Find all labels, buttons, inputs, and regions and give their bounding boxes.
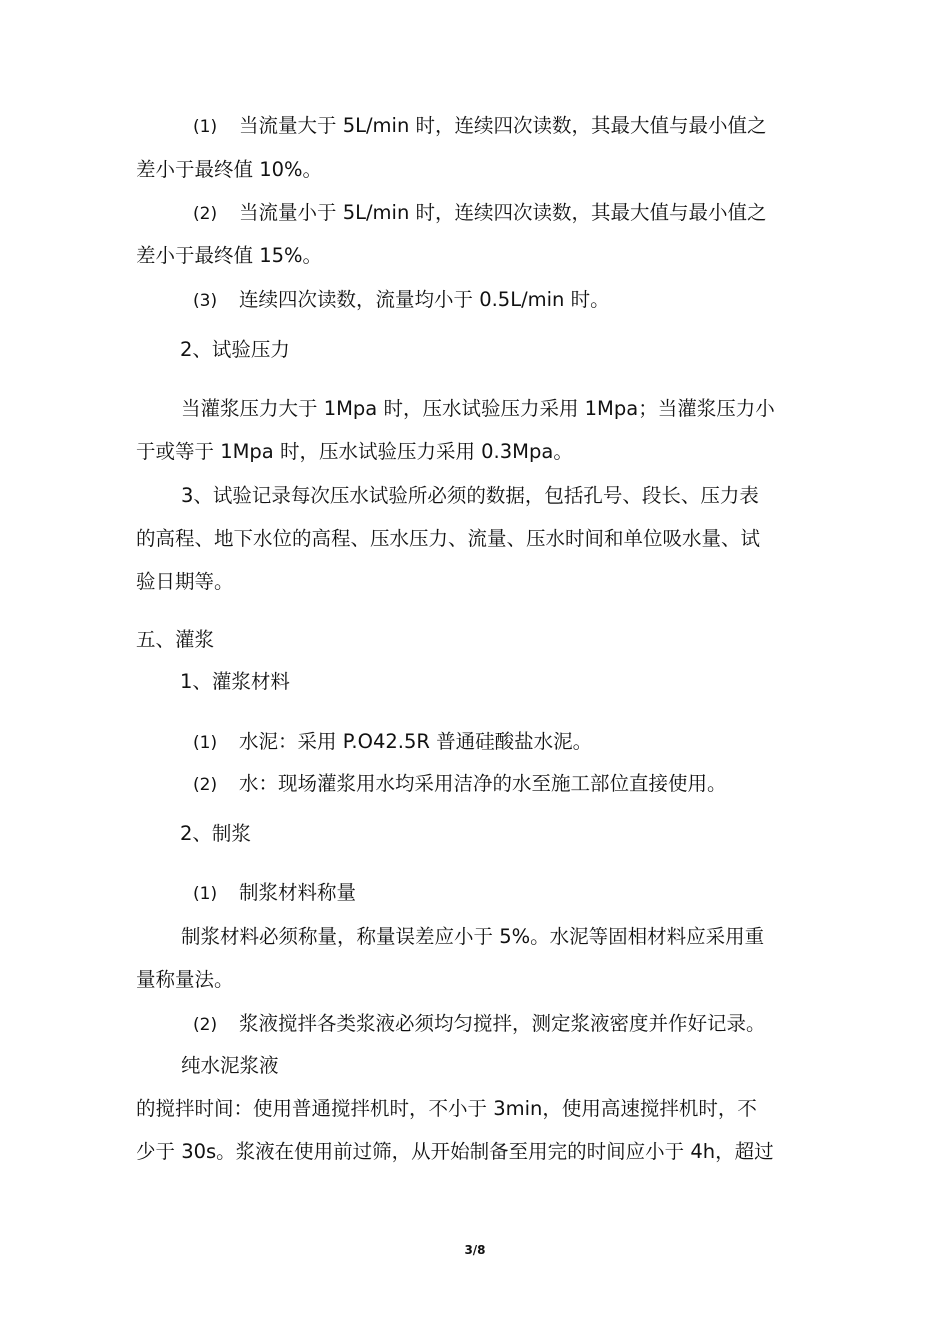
para-2-line-1 <box>193 200 767 227</box>
list-marker: (3) <box>193 291 218 311</box>
section-heading-grouting: 五、灌浆 <box>136 628 215 651</box>
page-number: 3/8 <box>464 1243 486 1257</box>
para-records-line-2: 的高程、地下水位的高程、压水压力、流量、压水时间和单位吸水量、试 <box>136 527 761 550</box>
para-records-line-3: 验日期等。 <box>136 570 234 593</box>
line-text: 连续四次读数，流量均小于 0.5L/min 时。 <box>239 288 610 311</box>
subheading-grouting-materials: 1、灌浆材料 <box>180 670 290 693</box>
para-mixing-time-line-2: 少于 30s。浆液在使用前过筛，从开始制备至用完的时间应小于 4h，超过 <box>136 1140 774 1163</box>
list-marker: (1) <box>193 884 218 904</box>
list-marker: (1) <box>193 733 218 753</box>
para-1-line-1 <box>193 113 767 140</box>
list-marker: (2) <box>193 204 218 224</box>
para-weighing-line-1: 制浆材料必须称量，称量误差应小于 5%。水泥等固相材料应采用重 <box>181 925 765 948</box>
line-text: 当流量大于 5L/min 时，连续四次读数，其最大值与最小值之 <box>239 114 767 137</box>
para-mixing-time-line-1: 的搅拌时间：使用普通搅拌机时，不小于 3min，使用高速搅拌机时，不 <box>136 1097 757 1120</box>
para-3-line-1 <box>193 287 610 314</box>
item-water <box>193 771 727 798</box>
para-pressure-line-2: 于或等于 1Mpa 时，压水试验压力采用 0.3Mpa。 <box>136 440 573 463</box>
item-mixing <box>193 1011 766 1038</box>
item-weighing <box>193 880 356 907</box>
para-2-line-2: 差小于最终值 15%。 <box>136 244 323 267</box>
line-text: 当流量小于 5L/min 时，连续四次读数，其最大值与最小值之 <box>239 201 767 224</box>
list-marker: (2) <box>193 1015 218 1035</box>
para-records-line-1: 3、试验记录每次压水试验所必须的数据，包括孔号、段长、压力表 <box>181 484 759 507</box>
list-marker: (1) <box>193 117 218 137</box>
item-cement <box>193 729 592 756</box>
line-text: 浆液搅拌各类浆液必须均匀搅拌，测定浆液密度并作好记录。 <box>239 1012 766 1035</box>
para-1-line-2: 差小于最终值 10%。 <box>136 158 323 181</box>
para-pressure-line-1: 当灌浆压力大于 1Mpa 时，压水试验压力采用 1Mpa；当灌浆压力小 <box>181 397 775 420</box>
para-pure-cement-slurry: 纯水泥浆液 <box>181 1054 279 1077</box>
list-marker: (2) <box>193 775 218 795</box>
subheading-slurry-making: 2、制浆 <box>180 822 251 845</box>
para-weighing-line-2: 量称量法。 <box>136 968 234 991</box>
section-heading-test-pressure: 2、试验压力 <box>180 338 290 361</box>
line-text: 水：现场灌浆用水均采用洁净的水至施工部位直接使用。 <box>239 772 727 795</box>
line-text: 制浆材料称量 <box>239 881 357 904</box>
line-text: 水泥：采用 P.O42.5R 普通硅酸盐水泥。 <box>239 730 593 753</box>
